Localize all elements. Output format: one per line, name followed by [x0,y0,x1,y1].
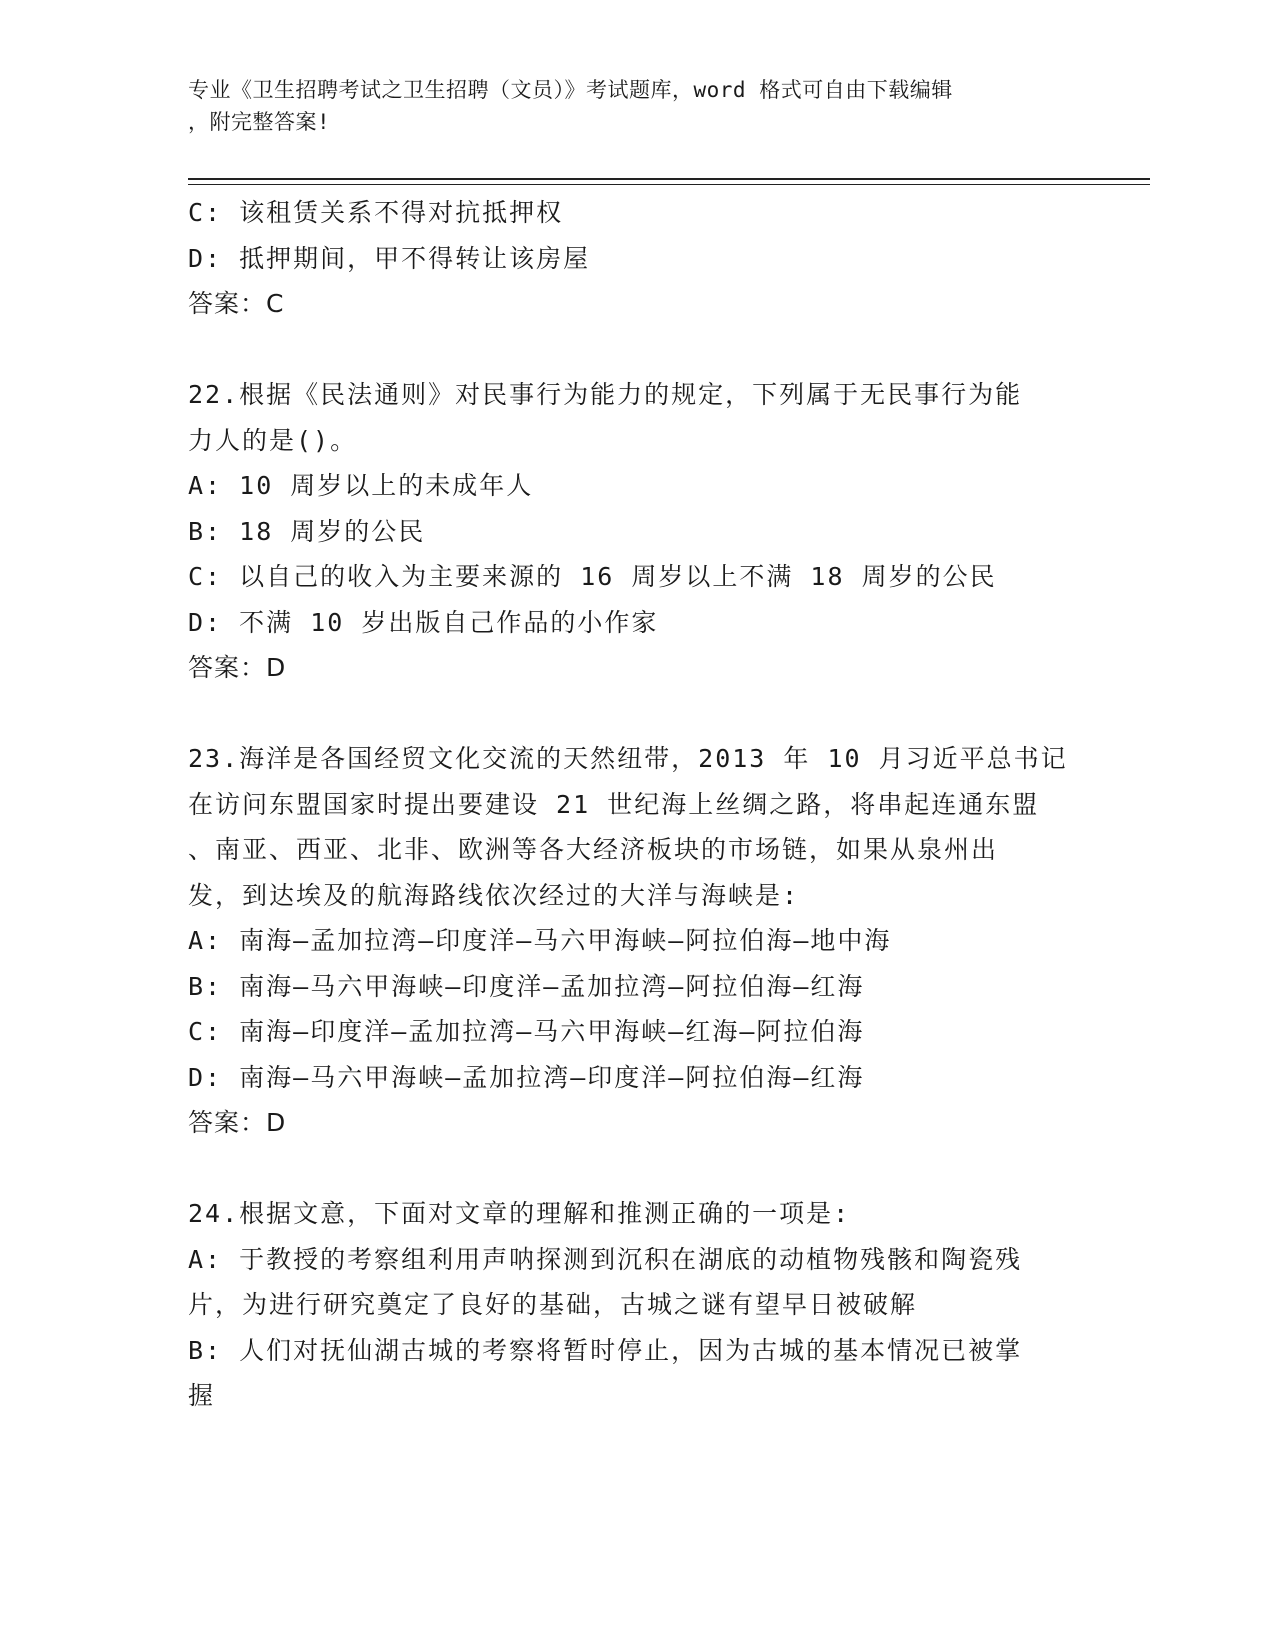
header-line-1: 专业《卫生招聘考试之卫生招聘（文员）》考试题库，word 格式可自由下载编辑 [188,78,953,102]
spacer [188,1146,1088,1192]
header-divider-thin [188,184,1150,185]
question-23-option-c: C: 南海—印度洋—孟加拉湾—马六甲海峡—红海—阿拉伯海 [188,1017,865,1046]
question-23-answer: 答案：D [188,1108,287,1137]
header-divider-thick [188,178,1150,180]
question-22-option-d: D: 不满 10 岁出版自己作品的小作家 [188,607,659,637]
question-23-text: 23.海洋是各国经贸文化交流的天然纽带，2013 年 10 月习近平总书记 [188,744,1068,773]
answer-label: 答案：C [188,289,285,318]
question-23-option-d: D: 南海—马六甲海峡—孟加拉湾—印度洋—阿拉伯海—红海 [188,1062,865,1092]
header-line-2: ，附完整答案! [188,110,331,134]
question-24-option-b-cont: 握 [188,1381,216,1410]
question-23-text-cont: 在访问东盟国家时提出要建设 21 世纪海上丝绸之路，将串起连通东盟 [188,789,1040,819]
question-content [188,190,1088,1419]
question-22-option-c: C: 以自己的收入为主要来源的 16 周岁以上不满 18 周岁的公民 [188,562,997,591]
question-24-option-a: A: 于教授的考察组利用声呐探测到沉积在湖底的动植物残骸和陶瓷残 [188,1244,1023,1274]
question-23-text-cont: 发，到达埃及的航海路线依次经过的大洋与海峡是: [188,880,800,910]
spacer [188,691,1088,737]
question-22-option-b: B: 18 周岁的公民 [188,516,426,546]
question-24-option-b: B: 人们对抚仙湖古城的考察将暂时停止，因为古城的基本情况已被掌 [188,1335,1023,1365]
question-23-option-a: A: 南海—孟加拉湾—印度洋—马六甲海峡—阿拉伯海—地中海 [188,926,892,955]
question-23-option-b: B: 南海—马六甲海峡—印度洋—孟加拉湾—阿拉伯海—红海 [188,971,865,1001]
question-22-answer: 答案：D [188,653,287,682]
option-c: C: 该租赁关系不得对抗抵押权 [188,198,564,227]
question-22-text: 22.根据《民法通则》对民事行为能力的规定，下列属于无民事行为能 [188,380,1023,409]
question-24-text: 24.根据文意，下面对文章的理解和推测正确的一项是: [188,1199,851,1228]
question-24-option-a-cont: 片，为进行研究奠定了良好的基础，古城之谜有望早日被破解 [188,1290,918,1319]
document-header [188,74,1068,138]
spacer [188,327,1088,373]
question-23-text-cont: 、南亚、西亚、北非、欧洲等各大经济板块的市场链，如果从泉州出 [188,835,999,864]
question-22-option-a: A: 10 周岁以上的未成年人 [188,471,534,500]
option-d: D: 抵押期间，甲不得转让该房屋 [188,243,591,273]
question-22-text-cont: 力人的是()。 [188,425,358,455]
